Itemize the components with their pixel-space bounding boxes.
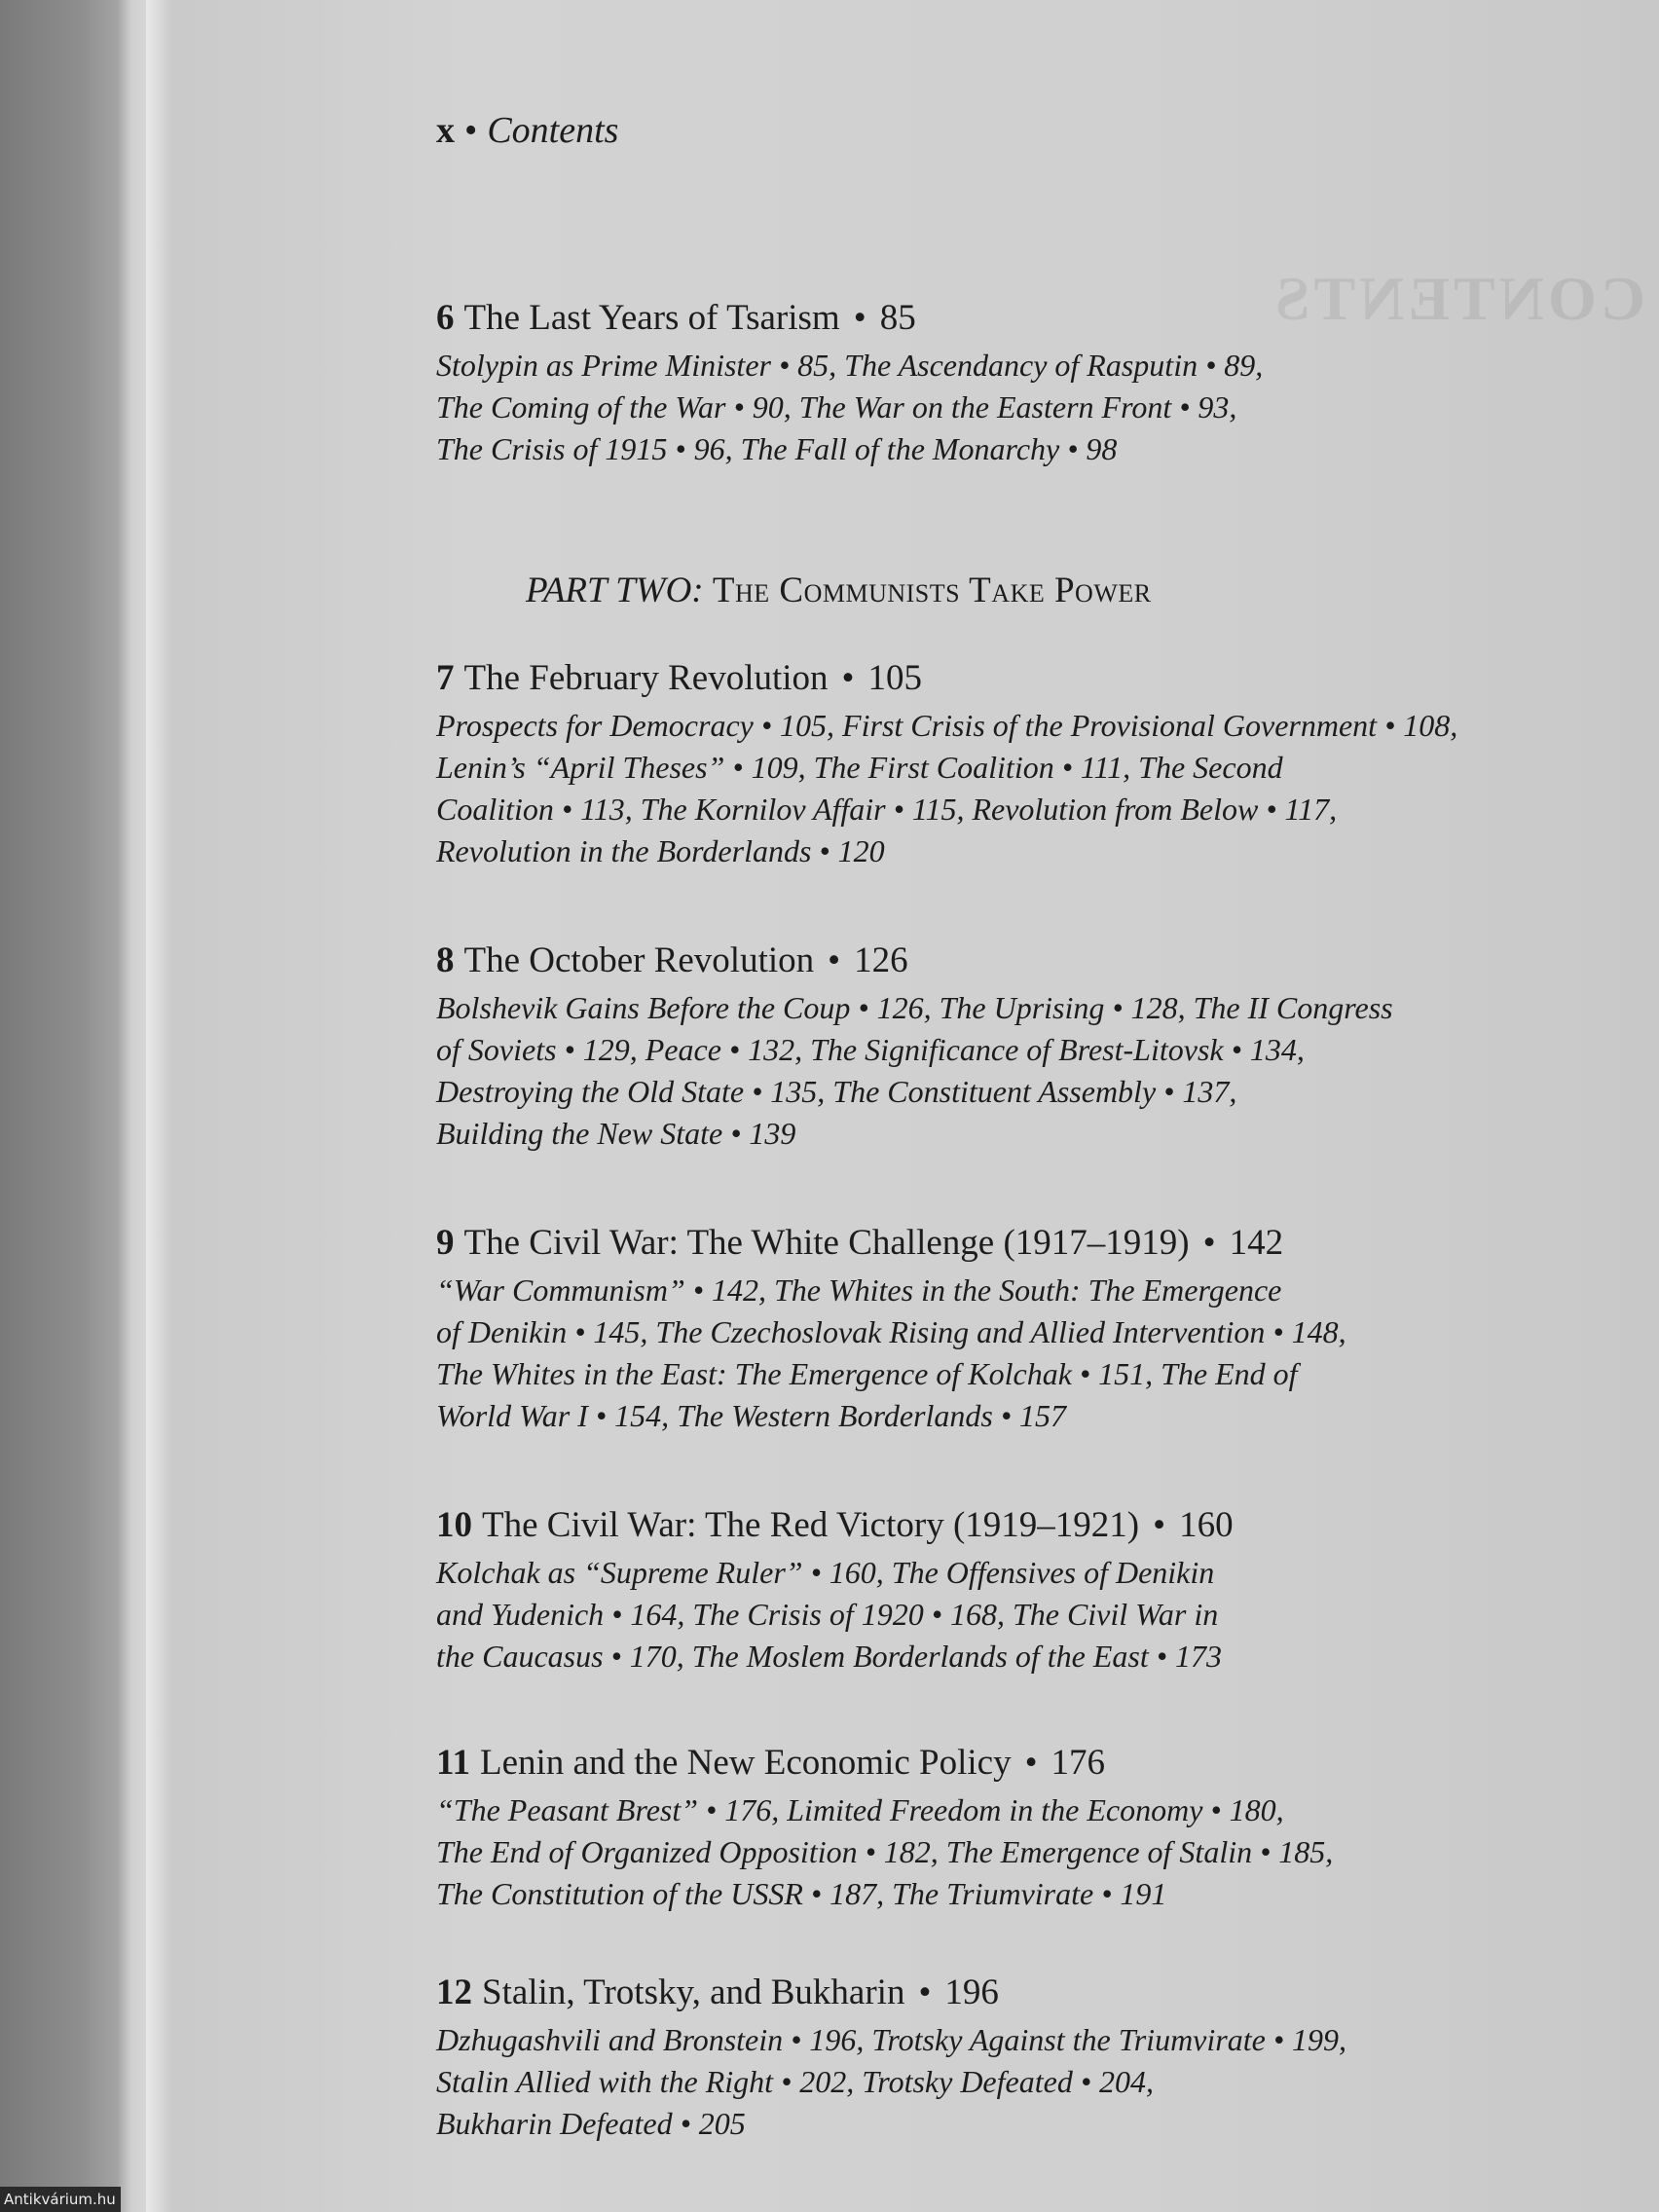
section-line: of Soviets • 129, Peace • 132, The Significance of Brest-Litovsk • 134, [436, 1032, 1305, 1067]
section-line: “The Peasant Brest” • 176, Limited Freedom in the Economy • 180, [436, 1792, 1284, 1827]
chapter-entry [436, 296, 1604, 470]
chapter-number: 8 [436, 940, 455, 980]
section-line: of Denikin • 145, The Czechoslovak Rising and Allied Intervention • 148, [436, 1314, 1346, 1349]
chapter-number: 11 [436, 1743, 470, 1783]
section-line: Lenin’s “April Theses” • 109, The First Coalition • 111, The Second [436, 750, 1283, 785]
chapter-number: 12 [436, 1972, 472, 2012]
part-label: PART TWO: [526, 571, 704, 610]
chapter-heading [436, 1503, 1604, 1548]
section-line: Bolshevik Gains Before the Coup • 126, The Uprising • 128, The II Congress [436, 990, 1393, 1025]
section-line: “War Communism” • 142, The Whites in the South: The Emergence [436, 1272, 1282, 1308]
section-line: Dzhugashvili and Bronstein • 196, Trotsky Against the Triumvirate • 199, [436, 2022, 1347, 2057]
section-line: Bukharin Defeated • 205 [436, 2106, 746, 2141]
section-line: Coalition • 113, The Kornilov Affair • 115, Revolution from Below • 117, [436, 792, 1338, 827]
chapter-page: 160 [1179, 1505, 1234, 1545]
chapter-heading [436, 656, 1604, 701]
chapter-number: 7 [436, 658, 455, 698]
chapter-bullet: • [853, 298, 866, 338]
chapter-bullet: • [828, 940, 841, 980]
chapter-title: Stalin, Trotsky, and Bukharin [482, 1972, 905, 2012]
chapter-heading [436, 1741, 1604, 1786]
section-line: The Coming of the War • 90, The War on the Eastern Front • 93, [436, 389, 1237, 424]
running-head [436, 109, 618, 152]
chapter-page: 176 [1051, 1743, 1106, 1783]
chapter-page: 142 [1229, 1223, 1284, 1263]
chapter-number: 9 [436, 1223, 455, 1263]
watermark-label: Antikvárium.hu [0, 2187, 121, 2212]
chapter-entry [436, 1971, 1604, 2145]
section-line: and Yudenich • 164, The Crisis of 1920 • 168, The Civil War in [436, 1597, 1219, 1632]
section-line: The Constitution of the USSR • 187, The Triumvirate • 191 [436, 1876, 1167, 1911]
chapter-page: 85 [879, 298, 916, 338]
chapter-title: The February Revolution [463, 658, 829, 698]
section-list [436, 345, 1604, 470]
chapter-heading [436, 1221, 1604, 1266]
chapter-page: 196 [944, 1972, 999, 2012]
section-line: World War I • 154, The Western Borderlands • 157 [436, 1398, 1067, 1433]
chapter-title: The October Revolution [463, 940, 815, 980]
chapter-page: 126 [854, 940, 908, 980]
chapter-heading [436, 1971, 1604, 2015]
chapter-page: 105 [867, 658, 922, 698]
chapter-entry [436, 656, 1604, 872]
chapter-entry [436, 939, 1604, 1155]
chapter-entry [436, 1741, 1604, 1915]
chapter-heading [436, 939, 1604, 983]
chapter-heading [436, 296, 1604, 341]
chapter-entry [436, 1221, 1604, 1437]
section-line: Building the New State • 139 [436, 1116, 796, 1151]
section-list [436, 1270, 1604, 1437]
page-numeral: x [436, 110, 455, 151]
section-line: The End of Organized Opposition • 182, The Emergence of Stalin • 185, [436, 1834, 1334, 1869]
section-list [436, 2019, 1604, 2145]
bleed-through-text: CONTENTS [1271, 264, 1645, 333]
section-line: Destroying the Old State • 135, The Constituent Assembly • 137, [436, 1074, 1237, 1109]
section-list [436, 987, 1604, 1155]
chapter-number: 10 [436, 1505, 472, 1545]
chapter-bullet: • [918, 1972, 932, 2012]
chapter-title: The Civil War: The Red Victory (1919–1921) [482, 1505, 1140, 1545]
chapter-number: 6 [436, 298, 455, 338]
section-line: Stolypin as Prime Minister • 85, The Ascendancy of Rasputin • 89, [436, 348, 1264, 383]
section-line: Kolchak as “Supreme Ruler” • 160, The Offensives of Denikin [436, 1555, 1215, 1590]
section-list [436, 1789, 1604, 1915]
section-list [436, 1552, 1604, 1677]
chapter-bullet: • [1153, 1505, 1166, 1545]
part-heading [526, 570, 1152, 611]
chapter-title: The Last Years of Tsarism [463, 298, 840, 338]
section-line: The Crisis of 1915 • 96, The Fall of the Monarchy • 98 [436, 431, 1118, 466]
section-list [436, 705, 1604, 872]
part-title: The Communists Take Power [712, 571, 1152, 610]
section-line: The Whites in the East: The Emergence of Kolchak • 151, The End of [436, 1356, 1298, 1391]
section-line: the Caucasus • 170, The Moslem Borderlands of the East • 173 [436, 1639, 1222, 1674]
page-fold [146, 0, 173, 2212]
page-title: Contents [487, 110, 619, 151]
section-line: Prospects for Democracy • 105, First Crisis of the Provisional Government • 108, [436, 708, 1458, 743]
chapter-bullet: • [1024, 1743, 1038, 1783]
book-edge [0, 0, 146, 2212]
section-line: Revolution in the Borderlands • 120 [436, 833, 885, 868]
chapter-title: Lenin and the New Economic Policy [479, 1743, 1012, 1783]
section-line: Stalin Allied with the Right • 202, Trotsky Defeated • 204, [436, 2064, 1155, 2099]
chapter-entry [436, 1503, 1604, 1677]
chapter-bullet: • [1202, 1223, 1216, 1263]
chapter-bullet: • [841, 658, 855, 698]
chapter-title: The Civil War: The White Challenge (1917–1919) [463, 1223, 1190, 1263]
header-bullet: • [464, 110, 478, 151]
